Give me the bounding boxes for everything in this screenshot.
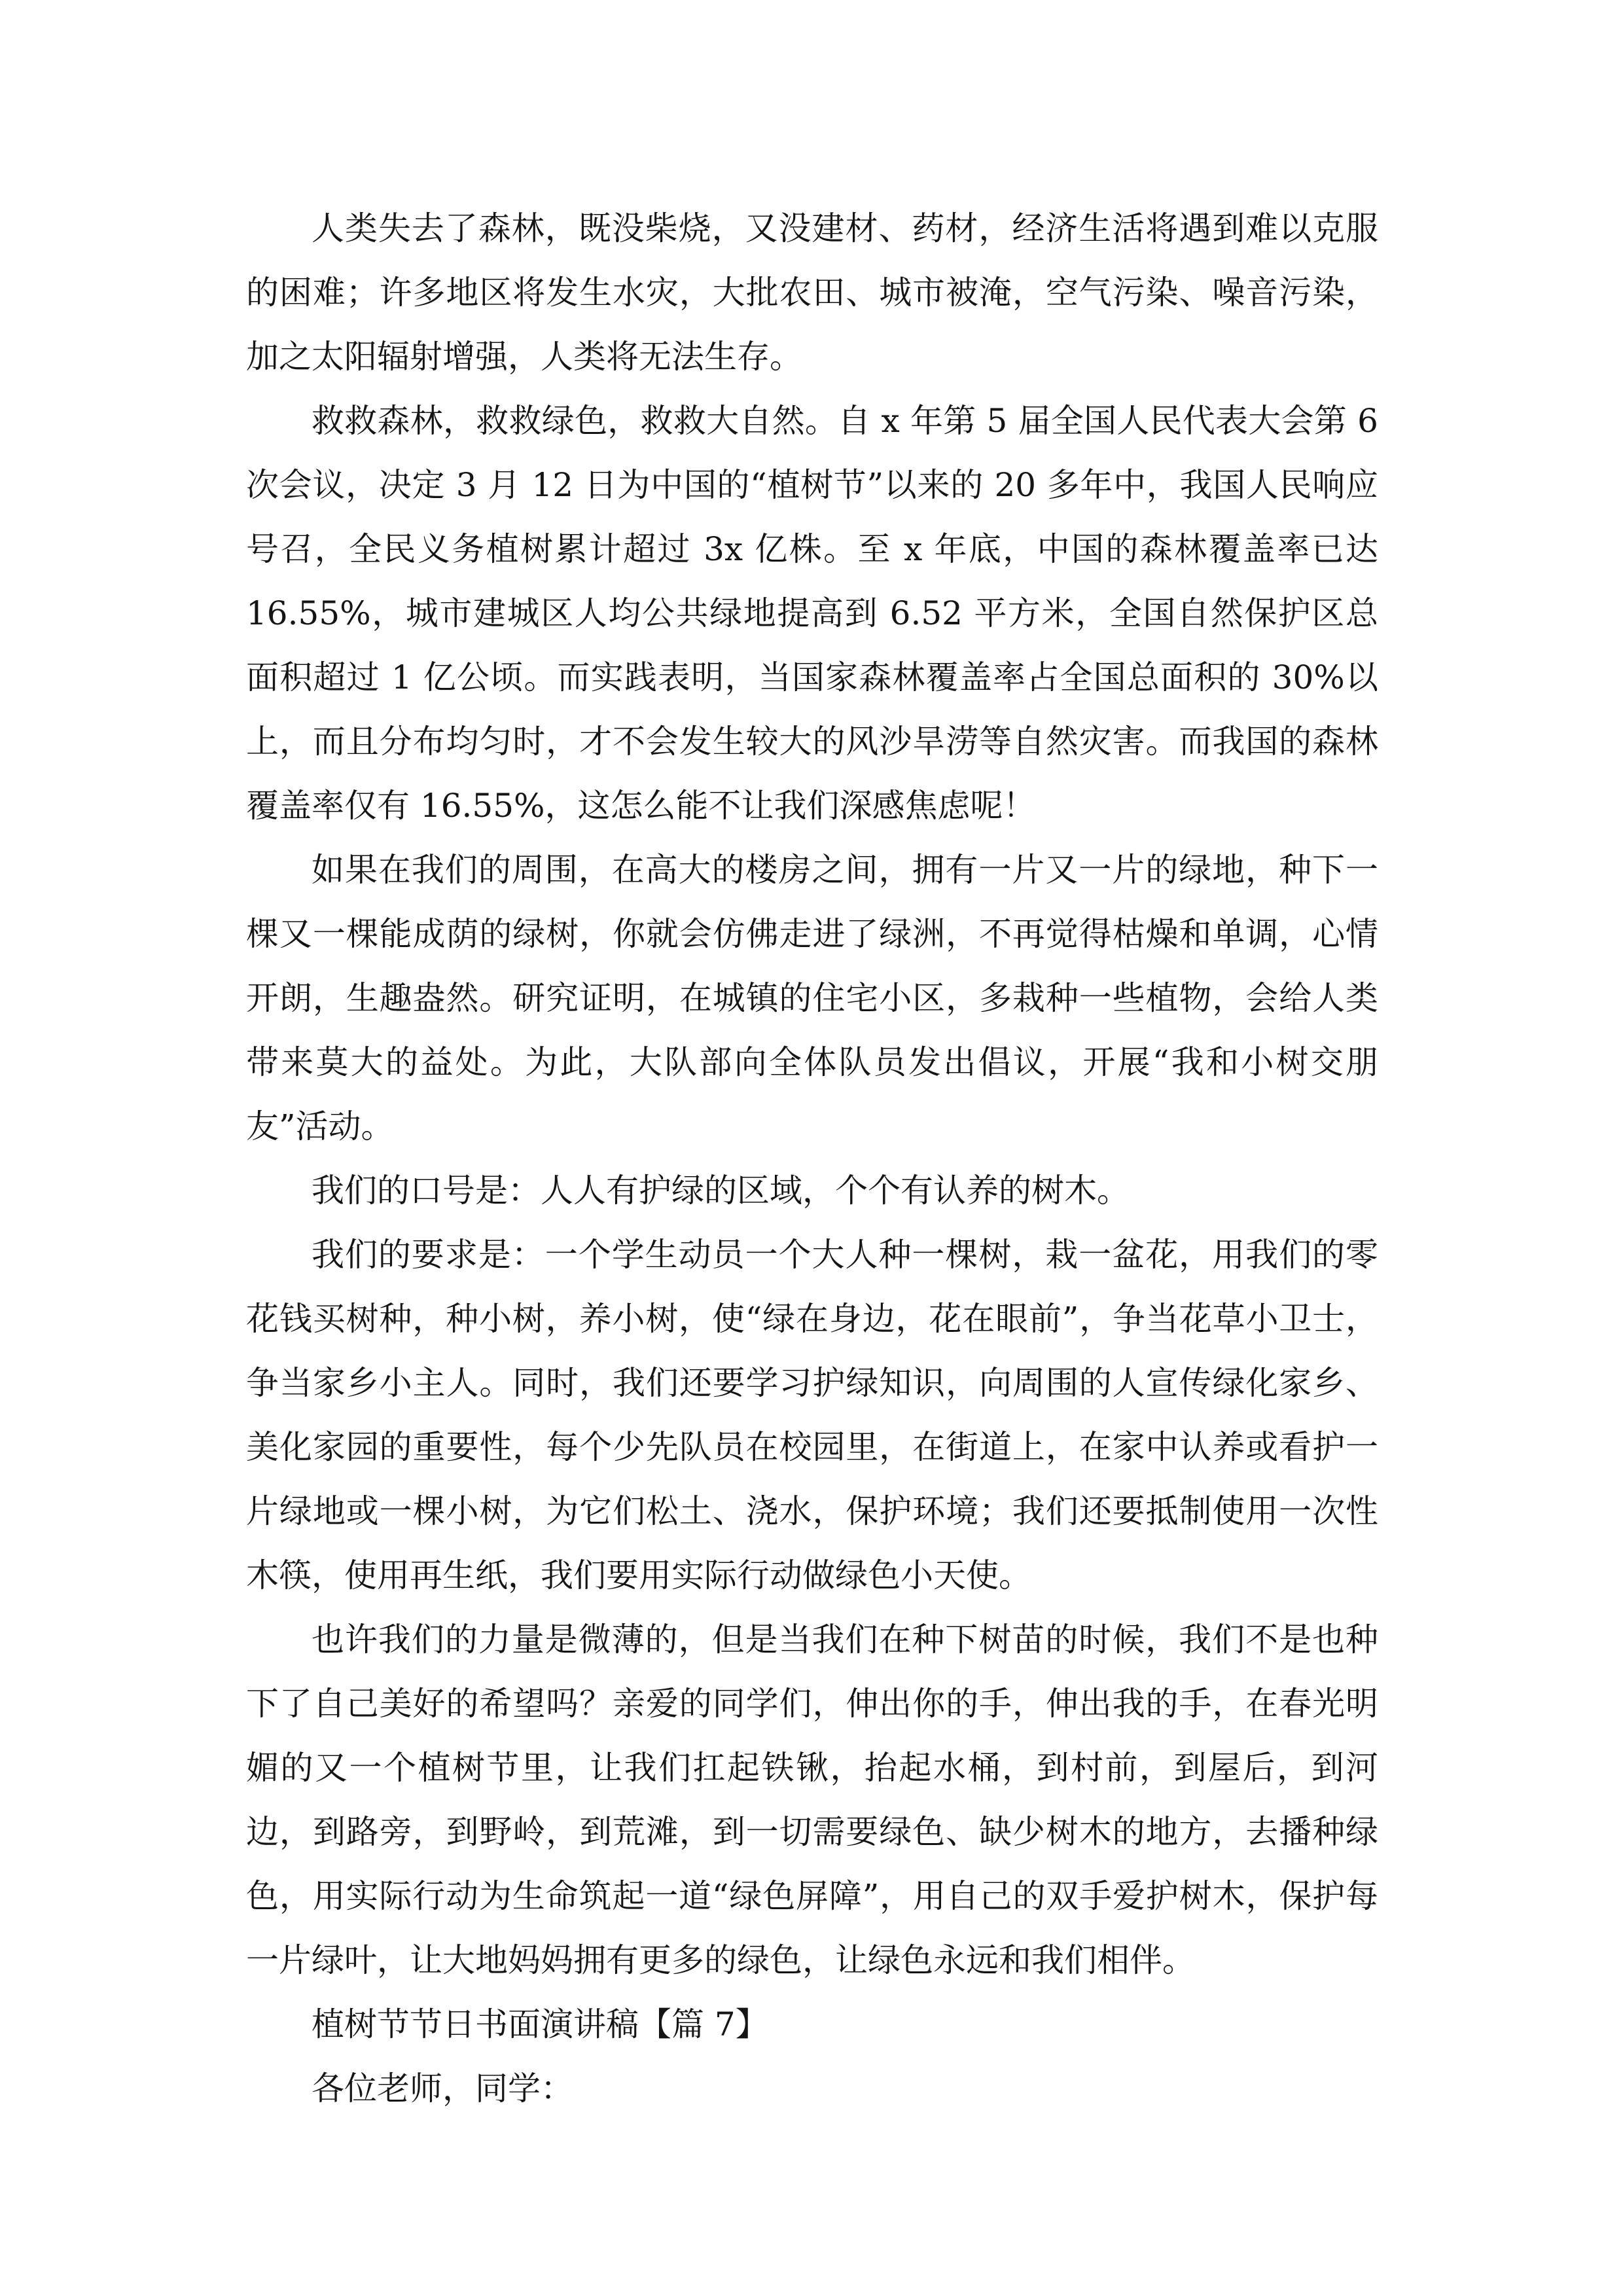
paragraph-forest-loss: 人类失去了森林，既没柴烧，又没建材、药材，经济生活将遇到难以克服的困难；许多地区将发生水灾，大批农田、城市被淹，空气污染、噪音污染，加之太阳辐射增强，人类将无法生存。: [246, 209, 1378, 376]
paragraph-call-to-action: 也许我们的力量是微薄的，但是当我们在种下树苗的时候，我们不是也种下了自己美好的希望吗？亲爱的同学们，伸出你的手，伸出我的手，在春光明媚的又一个植树节里，让我们扛起铁锹，抬起水桶，到村前，到屋后，到河边，到路旁，到野岭，到荒滩，到一切需要绿色、缺少树木的地方，去播种绿色，用实际行动为生命筑起一道“绿色屏障”，用自己的双手爱护树木，保护每一片绿叶，让大地妈妈拥有更多的绿色，让绿色永远和我们相伴。: [246, 1621, 1378, 1979]
salutation: 各位老师，同学：: [312, 2070, 573, 2108]
paragraph-green-space: 如果在我们的周围，在高大的楼房之间，拥有一片又一片的绿地，种下一棵又一棵能成荫的绿树，你就会仿佛走进了绿洲，不再觉得枯燥和单调，心情开朗，生趣盎然。研究证明，在城镇的住宅小区，多栽种一些植物，会给人类带来莫大的益处。为此，大队部向全体队员发出倡议，开展“我和小树交朋友”活动。: [246, 851, 1378, 1145]
section-heading: 植树节节日书面演讲稿【篇 7】: [312, 2005, 768, 2043]
paragraph-requirements: 我们的要求是：一个学生动员一个大人种一棵树，栽一盆花，用我们的零花钱买树种，种小树，养小树，使“绿在身边，花在眼前”，争当花草小卫士，争当家乡小主人。同时，我们还要学习护绿知识，向周围的人宣传绿化家乡、美化家园的重要性，每个少先队员在校园里，在街道上，在家中认养或看护一片绿地或一棵小树，为它们松土、浇水，保护环境；我们还要抵制使用一次性木筷，使用再生纸，我们要用实际行动做绿色小天使。: [246, 1236, 1378, 1594]
paragraph-save-forest: 救救森林，救救绿色，救救大自然。自 x 年第 5 届全国人民代表大会第 6 次会议，决定 3 月 12 日为中国的“植树节”以来的 20 多年中，我国人民响应号召，全民义务植树累计超过 3x 亿株。至 x 年底，中国的森林覆盖率已达 16.55%，城市建城区人均公共绿地提高到 6.52 平方米，全国自然保护区总面积超过 1 亿公顷。而实践表明，当国家森林覆盖率占全国总面积的 30%以上，而且分布均匀时，才不会发生较大的风沙旱涝等自然灾害。而我国的森林覆盖率仅有 16.55%，这怎么能不让我们深感焦虑呢！: [246, 402, 1378, 825]
document-body: [246, 196, 1378, 2121]
paragraph-slogan: 我们的口号是：人人有护绿的区域，个个有认养的树木。: [312, 1172, 1130, 1210]
